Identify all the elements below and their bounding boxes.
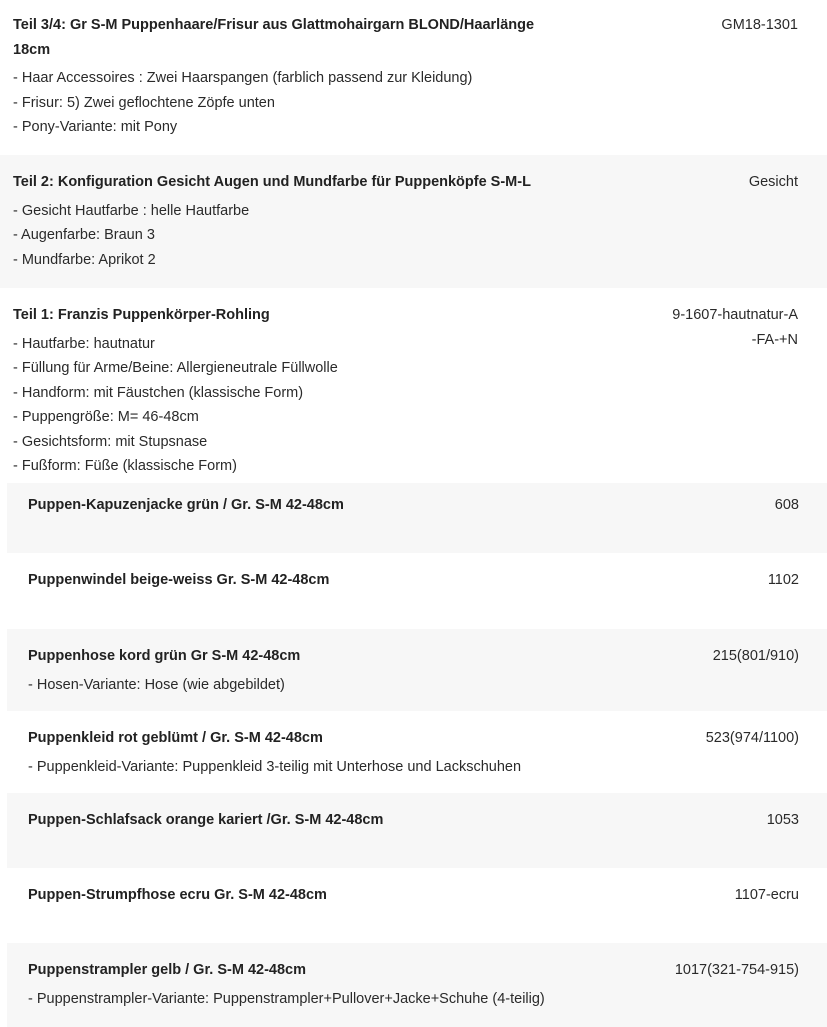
item-title: Puppen-Kapuzenjacke grün / Gr. S-M 42-48cm: [28, 497, 344, 513]
item-option: - Mundfarbe: Aprikot 2: [13, 251, 156, 268]
item-option: - Augenfarbe: Braun 3: [13, 227, 155, 243]
item-option: - Fußform: Füße (klassische Form): [13, 458, 237, 474]
item-sku: 608: [774, 497, 799, 513]
item-option: - Pony-Variante: mit Pony: [13, 119, 178, 135]
item-option: - Handform: mit Fäustchen (klassische Form): [13, 384, 304, 401]
item-sku: 1102: [767, 572, 799, 588]
item-sku: 9-1607-hautnatur-A-FA-+N: [672, 307, 798, 348]
item-option: - Hosen-Variante: Hose (wie abgebildet): [28, 676, 285, 693]
item-title: Puppen-Schlafsack orange kariert /Gr. S-M 42-48cm: [28, 812, 384, 828]
item-sku: Gesicht: [748, 174, 798, 190]
item-sku: GM18-1301: [721, 17, 798, 33]
list-item: [0, 155, 827, 288]
item-title: Teil 3/4: Gr S-M Puppenhaare/Frisur aus Glattmohairgarn BLOND/Haarlänge 18cm: [13, 17, 535, 58]
item-details: [28, 644, 713, 697]
list-item: [7, 793, 827, 868]
item-title: Puppenhose kord grün Gr S-M 42-48cm: [28, 648, 301, 664]
list-item: [7, 483, 827, 553]
list-item: [7, 711, 827, 793]
item-title: Teil 2: Konfiguration Gesicht Augen und Mundfarbe für Puppenköpfe S-M-L: [13, 174, 531, 190]
list-item: [7, 943, 827, 1027]
item-sku: 1053: [766, 812, 799, 828]
list-item: [0, 288, 827, 483]
list-item: [0, 0, 827, 155]
item-title: Puppenstrampler gelb / Gr. S-M 42-48cm: [28, 962, 306, 978]
item-option: - Haar Accessoires : Zwei Haarspangen (farblich passend zur Kleidung): [13, 70, 473, 86]
list-item: [7, 868, 827, 943]
item-details: [13, 13, 553, 140]
item-details: [28, 808, 767, 833]
item-option: - Gesichtsform: mit Stupsnase: [13, 433, 208, 450]
item-title: Teil 1: Franzis Puppenkörper-Rohling: [13, 307, 270, 323]
item-sku: 523(974/1100): [705, 730, 799, 746]
item-title: Puppenkleid rot geblümt / Gr. S-M 42-48cm: [28, 730, 323, 746]
item-sku: 1017(321-754-915): [674, 962, 799, 978]
item-details: [13, 303, 668, 479]
list-item: [7, 629, 827, 711]
item-details: [28, 493, 775, 518]
item-sku: 1107-ecru: [734, 887, 799, 903]
item-title: Puppen-Strumpfhose ecru Gr. S-M 42-48cm: [28, 887, 327, 903]
item-option: - Füllung für Arme/Beine: Allergieneutrale Füllwolle: [13, 360, 338, 376]
item-option: - Hautfarbe: hautnatur: [13, 335, 155, 352]
item-details: [28, 568, 768, 593]
item-option: - Puppenkleid-Variante: Puppenkleid 3-teilig mit Unterhose und Lackschuhen: [28, 758, 522, 775]
item-details: [13, 170, 749, 272]
item-details: [28, 726, 706, 779]
item-title: Puppenwindel beige-weiss Gr. S-M 42-48cm: [28, 572, 330, 588]
item-details: [28, 883, 735, 908]
item-sku: 215(801/910): [712, 648, 799, 664]
item-option: - Frisur: 5) Zwei geflochtene Zöpfe unten: [13, 94, 275, 111]
item-option: - Puppengröße: M= 46-48cm: [13, 409, 199, 425]
item-details: [28, 958, 675, 1011]
list-item: [7, 553, 827, 629]
item-option: - Gesicht Hautfarbe : helle Hautfarbe: [13, 202, 250, 219]
item-option: - Puppenstrampler-Variante: Puppenstrampler+Pullover+Jacke+Schuhe (4-teilig): [28, 990, 545, 1007]
